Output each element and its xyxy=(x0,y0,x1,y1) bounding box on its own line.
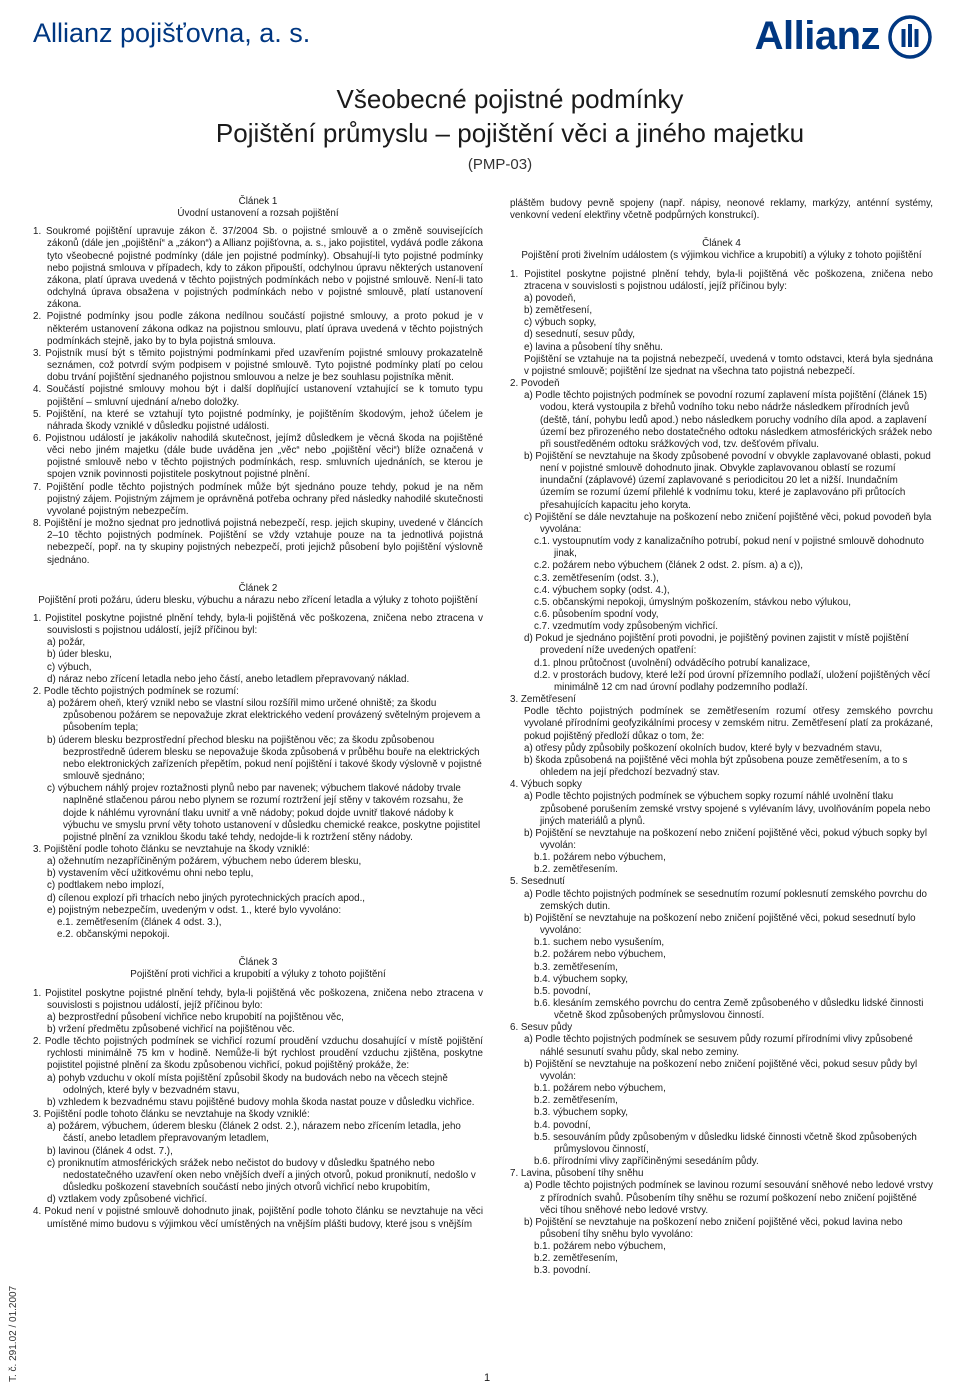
paragraph: pláštěm budovy pevně spojeny (např. nápisy, neonové reklamy, markýzy, anténní systémy, venkovní vedení elektřiny včetně podpůrných konstrukcí). xyxy=(510,198,933,222)
sub-sub-item: d.1. plnou průtočnost (uvolnění) odváděcího potrubí kanalizace, xyxy=(534,657,811,669)
numbered-paragraph: 5. Sesednutí xyxy=(510,876,566,888)
sub-sub-item: b.5. sesouváním půdy způsobeným v důsledku lidské činnosti včetně škod způsobených průmyslovou činností, xyxy=(534,1131,917,1155)
sub-item: b) vystavením věcí užitkovému ohni nebo teplu, xyxy=(47,868,254,880)
sub-item: e) lavina a působení tíhy sněhu. xyxy=(524,341,663,353)
company-name: Allianz pojišťovna, a. s. xyxy=(33,18,311,48)
sub-item: a) Podle těchto pojistných podmínek se sesednutím rozumí poklesnutí zemského povrchu do zemských dutin. xyxy=(524,888,927,912)
sub-sub-item: b.2. zemětřesením, xyxy=(534,1253,618,1265)
sub-item: b) Pojištění se nevztahuje na poškození nebo zničení pojištěné věci, pokud lavina nebo působení tíhy sněhu bylo vyvoláno: xyxy=(524,1216,903,1240)
sub-item: b) škoda způsobená na pojištěné věci mohla být způsobena pouze zemětřesením, a to s ohledem na její předchozí bezvadný stav. xyxy=(524,754,908,779)
sub-sub-item: d.2. v prostorách budovy, které leží pod úrovní přízemního podlaží, uložení pojištěných věcí minimálně 12 cm nad úrovní podlahy podzemního podlaží. xyxy=(534,669,931,693)
numbered-paragraph: 5. Pojištění, na které se vztahují tyto pojistné podmínky, je pojištěním škodovým, jehož účelem je náhrada škody vzniklé v důsledku pojistné události. xyxy=(33,408,483,432)
article-title: Pojištění proti požáru, úderu blesku, výbuchu a nárazu nebo zřícení letadla a výluky z tohoto pojištění xyxy=(38,594,478,606)
sub-item: a) ožehnutím nezapříčiněným požárem, výbuchem nebo úderem blesku, xyxy=(47,856,362,868)
numbered-paragraph: 8. Pojištění je možno sjednat pro jednotlivá pojistná nebezpečí, resp. jejich skupiny, uvedené v článcích 2–10 těchto pojistných podmínek. Pojištění se vždy vztahuje pouze na ta jednotlivá pojistná nebezpečí, popř. na ty skupiny pojistných nebezpečí, proti jejichž působení bylo pojištění výslovně sjednáno. xyxy=(33,518,483,566)
article-number: Článek 1 xyxy=(238,196,278,207)
sub-item: b) Pojištění se nevztahuje na poškození nebo zničení pojištěné věci, pokud výbuch sopky byl vyvolán: xyxy=(524,827,928,851)
sub-item: a) Podle těchto pojistných podmínek se lavinou rozumí sesouvání sněhové nebo ledové vrstvy z přírodních svahů. Působením tíhy sněhu se rozumí poškození nebo zničení pojištěné věci tíhou sněhové nebo ledové vrstvy. xyxy=(524,1180,933,1216)
sub-item: b) lavinou (článek 4 odst. 7.), xyxy=(47,1145,173,1157)
sub-item: d) cílenou explozí při trhacích nebo jiných pyrotechnických pracích apod., xyxy=(47,892,366,904)
document-title: Všeobecné pojistné podmínky xyxy=(336,84,684,114)
sub-item: c) výbuch, xyxy=(47,661,92,673)
sub-item: b) Pojištění se nevztahuje na poškození nebo zničení pojištěné věci, pokud sesednutí bylo vyvoláno: xyxy=(524,912,916,937)
sub-item: a) pohyb vzduchu v okolí místa pojištění způsobil škody na budovách nebo na věcech stejně odolných, které byly v bezvadném stavu, xyxy=(47,1072,448,1096)
sub-item: a) požárem oheň, který vznikl nebo se vlastní silou rozšířil mimo určené ohniště; za škodu způsobenou požárem se nepovažuje zkrat elektrického vedení provázený světelným projevem a působením tepla; xyxy=(47,698,481,734)
logo-text: Allianz xyxy=(754,14,880,58)
sub-sub-item: c.3. zemětřesením (odst. 3.), xyxy=(534,572,659,584)
numbered-paragraph: 4. Pokud není v pojistné smlouvě dohodnuto jinak, pojištění podle tohoto článku se nevztahuje na věci umístěné mimo budovu s výjimkou věcí umístěných na vnějším plášti budovy, které jsou s vnějším xyxy=(33,1206,483,1230)
sub-sub-item: b.1. suchem nebo vysušením, xyxy=(534,937,665,949)
page-number: 1 xyxy=(484,1372,491,1384)
article-number: Článek 2 xyxy=(238,582,278,594)
article-heading xyxy=(33,957,483,981)
article-title: Úvodní ustanovení a rozsah pojištění xyxy=(177,208,339,220)
numbered-paragraph: 1. Pojistitel poskytne pojistné plnění tehdy, byla-li pojištěná věc poškozena, zničena nebo ztracena v souvislosti s pojistnou událostí, jejíž příčinou byl: xyxy=(33,613,483,637)
sub-sub-item: b.6. klesáním zemského povrchu do centra Země způsobeného v důsledku lidské činnosti včetně škod způsobených průmyslovou činností. xyxy=(534,998,924,1022)
numbered-paragraph: 1. Pojistitel poskytne pojistné plnění tehdy, byla-li pojištěná věc poškozena, zničena nebo ztracena v souvislosti s pojistnou událostí, jejíž příčinou byly: xyxy=(510,268,933,292)
sub-sub-item: b.1. požárem nebo výbuchem, xyxy=(534,852,666,864)
sub-sub-item: b.2. zemětřesením, xyxy=(534,1095,618,1107)
sub-item: b) úder blesku, xyxy=(47,649,112,661)
sub-sub-item: b.3. výbuchem sopky, xyxy=(534,1107,629,1119)
sub-sub-item: b.5. povodní, xyxy=(534,985,591,997)
sub-item: d) vztlakem vody způsobené vichřicí. xyxy=(47,1194,208,1206)
sub-sub-item: e.2. občanskými nepokoji. xyxy=(57,929,170,941)
numbered-paragraph: 1. Pojistitel poskytne pojistné plnění tehdy, byla-li pojištěná věc poškozena, zničena nebo ztracena v souvislosti s pojistnou událostí, jejíž příčinou bylo: xyxy=(33,987,483,1011)
sub-item: c) výbuch sopky, xyxy=(524,317,597,329)
sub-item: b) zemětřesení, xyxy=(524,305,593,317)
article-heading xyxy=(33,583,483,607)
sub-sub-item: e.1. zemětřesením (článek 4 odst. 3.), xyxy=(57,916,222,928)
sub-sub-item: b.3. povodní. xyxy=(534,1265,591,1277)
sub-sub-item: c.7. vzedmutím vody způsobeným vichřicí. xyxy=(534,621,719,633)
sub-sub-item: c.6. působením spodní vody, xyxy=(534,609,659,620)
sub-sub-item: c.4. výbuchem sopky (odst. 4.), xyxy=(534,584,670,596)
sub-item: a) požár, xyxy=(47,637,86,649)
right-column xyxy=(510,198,933,1278)
allianz-eagle-icon xyxy=(888,15,932,59)
sub-item: c) podtlakem nebo implozí, xyxy=(47,880,165,892)
article-number: Článek 3 xyxy=(238,957,278,969)
sub-item: b) Pojištění se nevztahuje na poškození nebo zničení pojištěné věci, pokud sesuv půdy byl vyvolán: xyxy=(524,1058,918,1082)
sub-item: b) vzhledem k bezvadnému stavu pojištěné budovy mohla škoda nastat pouze v důsledku vichřice. xyxy=(47,1096,475,1108)
sub-sub-item: c.5. občanskými nepokoji, úmyslným poškozením, stávkou nebo výlukou, xyxy=(534,596,851,608)
numbered-paragraph: 7. Lavina, působení tíhy sněhu xyxy=(510,1168,644,1180)
numbered-paragraph: 2. Podle těchto pojistných podmínek se vichřicí rozumí proudění vzduchu dosahující v místě pojištění rychlosti minimálně 75 km v hodině. Nemůže-li být rychlost proudění vzduchu zjištěna, poskytne pojistitel pojistné plnění za škodu způsobenou vichřicí, pokud pojištěný prokáže, že: xyxy=(33,1036,483,1072)
sub-item: d) Pokud je sjednáno pojištění proti povodni, je pojištěný povinen zajistit v místě pojištění provedení níže uvedených opatření: xyxy=(524,633,910,657)
sub-sub-item: b.2. požárem nebo výbuchem, xyxy=(534,949,666,961)
sub-sub-item: c.1. vystoupnutím vody z kanalizačního potrubí, pokud není v pojistné smlouvě dohodnuto jinak, xyxy=(534,536,924,560)
numbered-paragraph: 1. Soukromé pojištění upravuje zákon č. 37/2004 Sb. o pojistné smlouvě a o změně souvisejících zákonů (dále jen „pojištění“ a „zákon“) a Allianz pojišťovna, a. s., jako pojistitel, vydává podle zákona tyto všeobecné pojistné podmínky (dále jen pojistné podmínky). Obsahují-li tyto pojistné podmínky nebo pojistná smlouva v případech, kdy to zákon připouští, odchylnou úpravu některých ustanovení zákona, platí úprava uvedená v těchto pojistných podmínkách nebo v pojistné smlouvě. Není-li tato odchylná úprava obsažena v pojistných podmínkách nebo v pojistné smlouvě, platí ustanovení zákona. xyxy=(33,226,483,311)
article-title: Pojištění proti vichřici a krupobití a výluky z tohoto pojištění xyxy=(130,969,386,981)
sub-item: d) náraz nebo zřícení letadla nebo jeho částí, anebo letadlem přepravovaný náklad. xyxy=(47,673,410,685)
sub-sub-item: b.1. požárem nebo výbuchem, xyxy=(534,1083,666,1095)
sub-item: a) povodeň, xyxy=(524,292,576,304)
sub-sub-item: b.1. požárem nebo výbuchem, xyxy=(534,1241,666,1253)
left-column xyxy=(33,196,483,1231)
sub-item: a) Podle těchto pojistných podmínek se povodní rozumí zaplavení místa pojištění (článek 15) vodou, která vystoupila z břehů vodního toku nebo nádrže následkem přírodních jevů (deště, tání, pohybu ledů apod.) nebo následkem poruchy vodního díla apod. a zaplavení území bez přirozeného nebo dostatečného odtoku následkem atmosférických srážek nebo při soustředěném odtoku srážkových vod, tzv. dešťovém přívalu. xyxy=(524,390,933,450)
sub-sub-item: b.2. zemětřesením. xyxy=(534,864,618,876)
side-reference-code: T. č. 291.02 / 01.2007 xyxy=(8,1285,19,1382)
numbered-paragraph: 3. Pojistník musí být s těmito pojistnými podmínkami před uzavřením pojistné smlouvy prokazatelně seznámen, což potvrdí svým podpisem v pojistné smlouvě. Tyto pojistné podmínky platí po celou dobu trvání pojištění sjednaného pojistnou smlouvou a nelze je bez souhlasu pojistníka měnit. xyxy=(33,347,483,384)
paragraph: Podle těchto pojistných podmínek se zemětřesením rozumí otřesy zemského povrchu vyvolané přírodními geofyzikálními procesy v zemském nitru. Zemětřesení platí za prokázané, pokud pojištěný předloží důkaz o tom, že: xyxy=(524,706,933,742)
sub-item: b) úderem blesku bezprostřední přechod blesku na pojištěnou věc; za škodu způsobenou bezprostředně úderem blesku se nepovažuje škoda způsobená v průběhu bouře na elektrických nebo elektronických zařízeních přepětím, pokud není pojištění i takové škody výslovně v pojistné smlouvě sjednáno; xyxy=(47,734,482,783)
sub-item: c) proniknutím atmosférických srážek nebo nečistot do budovy v důsledku špatného nebo nedostatečného uzavření oken nebo vnějších dveří a jiných otvorů, pokud proniknutí, nedošlo v důsledku poškození stavebních součástí nebo jiných otvorů vichřicí nebo krupobitím, xyxy=(47,1157,476,1194)
sub-item: c) Pojištění se dále nevztahuje na poškození nebo zničení pojištěné věci, pokud povodeň byla vyvolána: xyxy=(524,511,932,535)
document-title-block xyxy=(0,82,960,150)
sub-sub-item: c.2. požárem nebo výbuchem (článek 2 odst. 2. písm. a) a c)), xyxy=(534,560,803,572)
sub-item: c) výbuchem náhlý projev roztažnosti plynů nebo par navenek; výbuchem tlakové nádoby trvale naplněné stlačenou párou nebo plynem se rozumí roztržení její stěny v takovém rozsahu, že dojde k náhlému vyrovnání tlaku uvnitř a vně nádoby; pokud dojde uvnitř tlakové nádoby k výbuchu ve smyslu první věty tohoto ustanovení v důsledku chemické reakce, poskytne pojistitel pojistné plnění za vzniklou škodu také tehdy, nedojde-li k roztržení stěny nádoby. xyxy=(47,783,481,843)
numbered-paragraph: 4. Výbuch sopky xyxy=(510,779,582,791)
numbered-paragraph: 3. Pojištění podle tohoto článku se nevztahuje na škody vzniklé: xyxy=(33,843,310,855)
sub-item: b) vržení předmětu způsobené vichřicí na pojištěnou věc. xyxy=(47,1024,295,1035)
paragraph: Pojištění se vztahuje na ta pojistná nebezpečí, uvedená v tomto odstavci, která byla sjednána v pojistné smlouvě; pojištění lze sjednat na všechna tato pojistná nebezpečí. xyxy=(524,353,933,377)
numbered-paragraph: 2. Pojistné podmínky jsou podle zákona nedílnou součástí pojistné smlouvy, a proto pokud je v některém ustanovení zákona odkaz na pojistnou smlouvu, platí úprava uvedená v těchto pojistných podmínkách stejně, jako by to byla pojistná smlouva. xyxy=(33,311,483,347)
sub-item: e) pojistným nebezpečím, uvedeným v odst. 1., které bylo vyvoláno: xyxy=(47,904,342,916)
numbered-paragraph: 3. Pojištění podle tohoto článku se nevztahuje na škody vzniklé: xyxy=(33,1109,310,1121)
article-title: Pojištění proti živelním událostem (s výjimkou vichřice a krupobití) a výluky z tohoto pojištění xyxy=(521,250,922,262)
numbered-paragraph: 6. Pojistnou událostí je jakákoliv nahodilá skutečnost, jejímž důsledkem je věcná škoda na pojištěné věci nebo jiném majetku (dále bude uváděna jen „věc“ nebo „pojištění věci“) blíže označená v pojistné smlouvě nebo v těchto pojistných podmínkách, resp. smluvních ujednáních, se kterou je spojen vznik povinnosti pojistitele poskytnout pojistné plnění. xyxy=(33,432,483,481)
document-code: (PMP-03) xyxy=(467,156,533,173)
sub-sub-item: b.4. povodní, xyxy=(534,1119,591,1131)
numbered-paragraph: 2. Podle těchto pojistných podmínek se rozumí: xyxy=(33,685,239,697)
sub-item: a) požárem, výbuchem, úderem blesku (článek 2 odst. 2.), nárazem nebo zřícením letadla, jeho částí, anebo letadlem přepravovaným letadlem, xyxy=(47,1121,461,1145)
sub-sub-item: b.3. zemětřesením, xyxy=(534,961,618,973)
sub-item: b) Pojištění se nevztahuje na škody způsobené povodní v obvykle zaplavované oblasti, pokud není v pojistné smlouvě dohodnuto jinak. Obvykle zaplavovanou oblastí se rozumí inundační (záplavové) území zaplavované s periodicitou 20 let a nižší. Inundačním územím se rozumí území přilehlé k vodnímu toku, které je zaplavováno při průtocích přesahujících kapacitu jeho koryta. xyxy=(524,450,931,511)
sub-sub-item: b.6. přírodními vlivy zapříčiněnými sesedáním půdy. xyxy=(534,1156,759,1168)
allianz-logo xyxy=(755,14,932,59)
sub-item: a) bezprostřední působení vichřice nebo krupobití na pojištěnou věc, xyxy=(47,1011,344,1023)
numbered-paragraph: 2. Povodeň xyxy=(510,378,560,390)
sub-item: a) Podle těchto pojistných podmínek se výbuchem sopky rozumí náhlé uvolnění tlaku způsobené porušením zemské vrstvy spojené s vylévaním lávy, uvolňováním popela nebo jiných materiálů a plynů. xyxy=(524,791,931,827)
sub-item: a) Podle těchto pojistných podmínek se sesuvem půdy rozumí přírodními vlivy způsobené náhlé sesunutí svahu půdy, skal nebo zeminy. xyxy=(524,1034,913,1058)
sub-item: d) sesednutí, sesuv půdy, xyxy=(524,329,635,341)
article-heading xyxy=(33,196,483,220)
article-heading xyxy=(510,238,933,262)
numbered-paragraph: 7. Pojištění podle těchto pojistných podmínek může být sjednáno pouze tehdy, pokud je na něm pojistný zájem. Pojistným zájmem je oprávněná potřeba ochrany před následky nahodilé skutečnosti vyvolané pojistným nebezpečím. xyxy=(33,481,483,517)
numbered-paragraph: 6. Sesuv půdy xyxy=(510,1022,573,1034)
numbered-paragraph: 4. Součástí pojistné smlouvy mohou být i další doplňující ustanovení vztahující se k tomuto typu pojištění – smluvní ujednání a/nebo doložky. xyxy=(33,384,483,408)
numbered-paragraph: 3. Zemětřesení xyxy=(510,694,576,706)
sub-sub-item: b.4. výbuchem sopky, xyxy=(534,973,629,985)
document-subtitle: Pojištění průmyslu – pojištění věci a jiného majetku xyxy=(215,118,805,148)
article-number: Článek 4 xyxy=(702,238,741,250)
sub-item: a) otřesy půdy způsobily poškození okolních budov, které byly v bezvadném stavu, xyxy=(524,742,883,754)
